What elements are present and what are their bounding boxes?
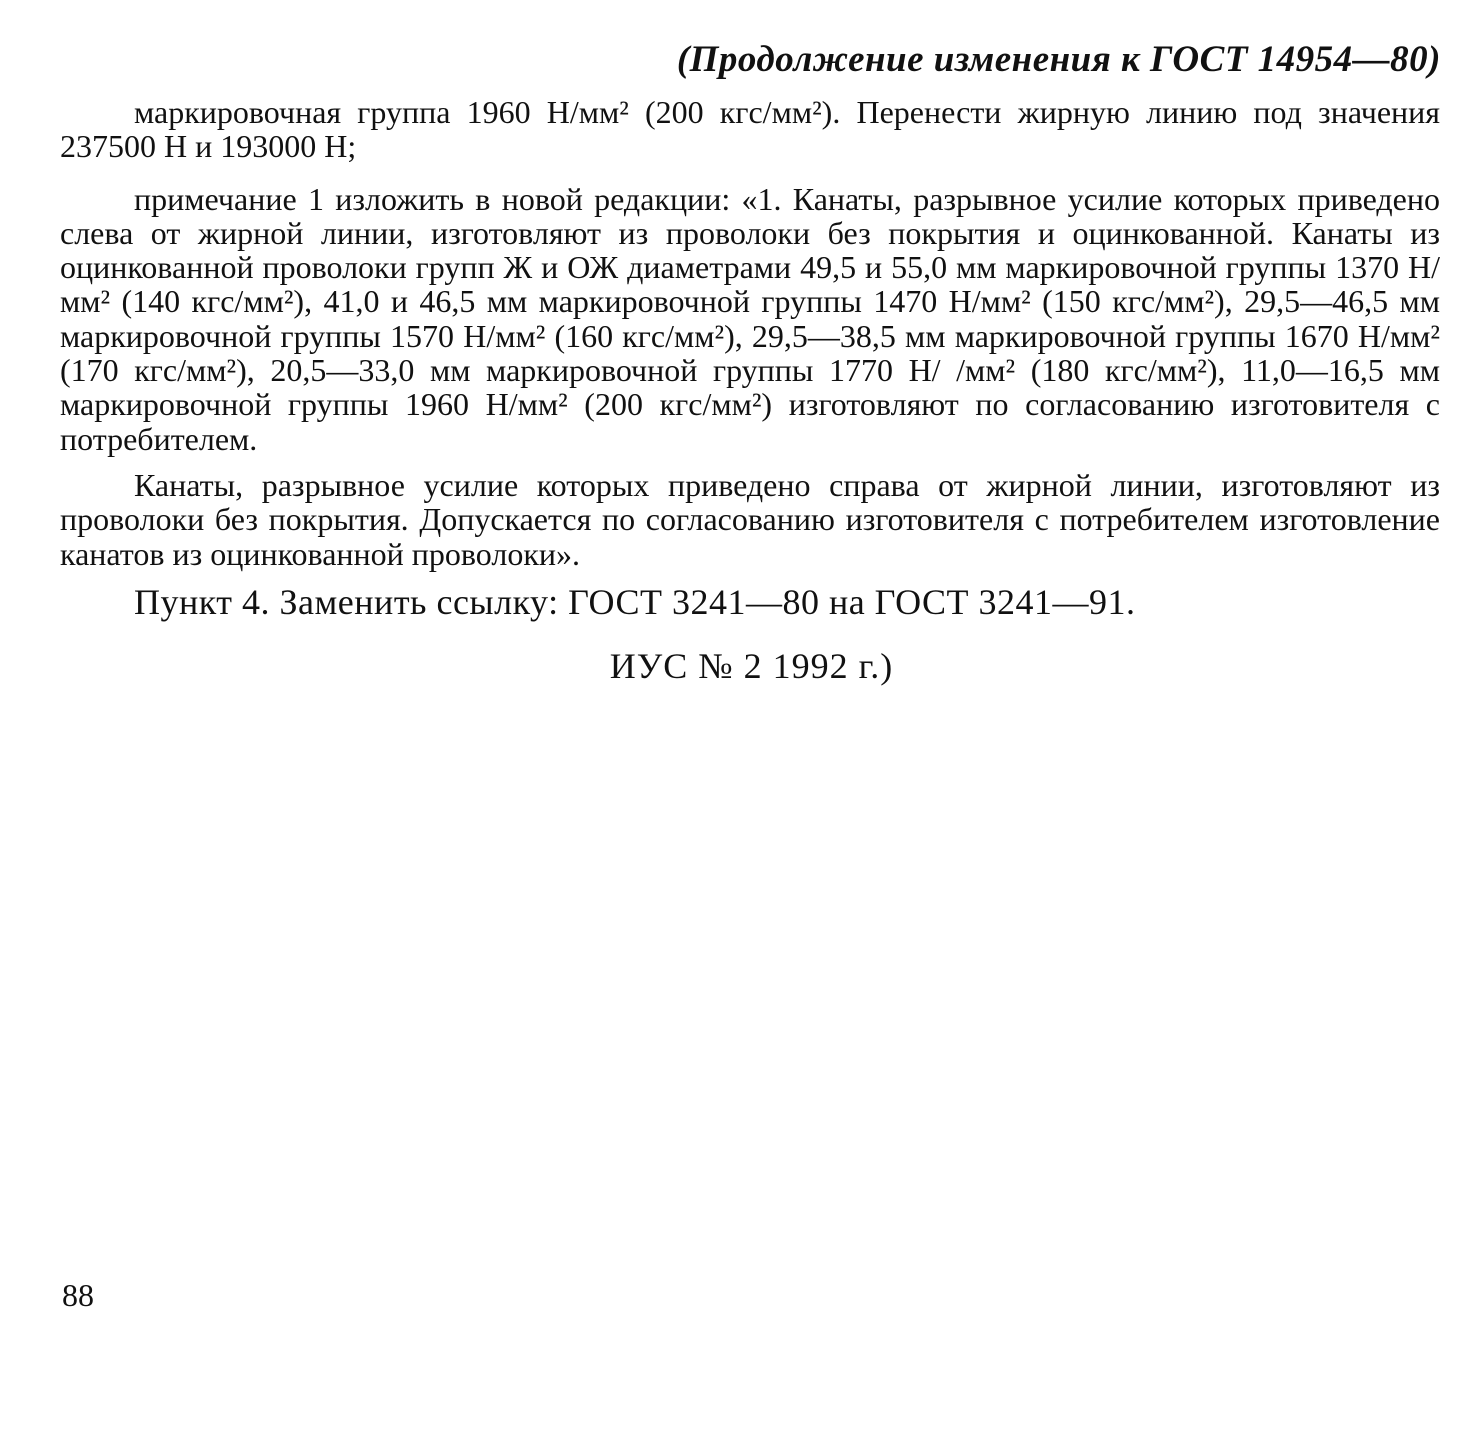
paragraph-marking-group: маркировочная группа 1960 Н/мм² (200 кгс/мм²). Перенести жирную линию под значения 237500 Н и 193000 Н; xyxy=(60,94,1440,165)
paragraph-item-4: Пункт 4. Заменить ссылку: ГОСТ 3241—80 на ГОСТ 3241—91. xyxy=(134,581,1136,622)
page-number: 88 xyxy=(62,1277,94,1313)
document-body xyxy=(60,95,1440,637)
paragraph-note-1: примечание 1 изложить в новой редакции: «1. Канаты, разрывное усилие которых приведено слева от жирной линии, изготовляют из проволоки без покрытия и оцинкованной. Канаты из оцинкованной проволоки групп Ж и ОЖ диаметрами 49,5 и 55,0 мм маркировочной группы 1370 Н/мм² (140 кгс/мм²), 41,0 и 46,5 мм маркировочной группы 1470 Н/мм² (150 кгс/мм²), 29,5—46,5 мм маркировочной группы 1570 Н/мм² (160 кгс/мм²), 29,5—38,5 мм маркировочной группы 1670 Н/мм² (170 кгс/мм²), 20,5—33,0 мм маркировочной группы 1770 Н/ /мм² (180 кгс/мм²), 11,0—16,5 мм маркировочной группы 1960 Н/мм² (200 кгс/мм²) изготовляют по согласованию изготовителя с потребителем. xyxy=(60,180,1440,457)
continuation-header: (Продолжение изменения к ГОСТ 14954—80) xyxy=(676,39,1441,80)
ius-reference: ИУС № 2 1992 г.) xyxy=(609,646,894,686)
paragraph-ropes-right-of-line: Канаты, разрывное усилие которых приведено справа от жирной линии, изготовляют из проволоки без покрытия. Допускается по согласованию изготовителя с потребителем изготовление канатов из оцинкованной проволоки». xyxy=(60,466,1440,572)
